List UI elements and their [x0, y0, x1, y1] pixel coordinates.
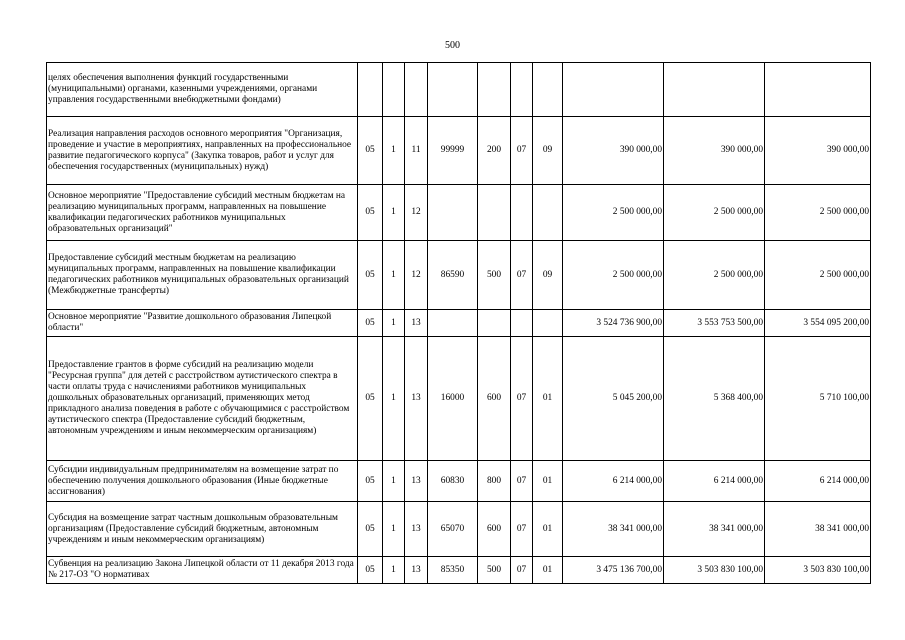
- row-om: [405, 63, 428, 117]
- row-sum-2023: 38 341 000,00: [765, 502, 871, 557]
- row-sum-2021: 2 500 000,00: [563, 185, 664, 241]
- row-sum-2021: 3 475 136 700,00: [563, 557, 664, 584]
- row-pr: 01: [533, 461, 563, 502]
- row-rz: 07: [511, 241, 533, 310]
- table-row: [47, 502, 871, 557]
- row-sum-2022: 5 368 400,00: [664, 337, 765, 461]
- row-sum-2023: 2 500 000,00: [765, 241, 871, 310]
- row-pr: 09: [533, 117, 563, 185]
- row-sum-2021: 6 214 000,00: [563, 461, 664, 502]
- table-row: [47, 310, 871, 337]
- row-name: Субсидии индивидуальным предпринимателям на возмещение затрат по обеспечению получения дошкольного образования (Иные бюджетные ассигнования): [47, 461, 358, 502]
- row-sum-2023: 6 214 000,00: [765, 461, 871, 502]
- row-gp: 05: [358, 461, 383, 502]
- row-pr: [533, 63, 563, 117]
- row-vr: 600: [478, 337, 511, 461]
- row-vr: 500: [478, 557, 511, 584]
- row-name: Субсидия на возмещение затрат частным дошкольным образовательным организациям (Предоставление субсидий бюджетным, автономным учреждениям и иным некоммерческим организациям): [47, 502, 358, 557]
- row-sum-2022: 390 000,00: [664, 117, 765, 185]
- row-pp: 1: [383, 337, 405, 461]
- row-sum-2023: 5 710 100,00: [765, 337, 871, 461]
- row-pp: 1: [383, 241, 405, 310]
- row-code: 60830: [428, 461, 478, 502]
- row-sum-2022: 6 214 000,00: [664, 461, 765, 502]
- row-code: 85350: [428, 557, 478, 584]
- row-code: [428, 310, 478, 337]
- table-row: [47, 241, 871, 310]
- row-pp: 1: [383, 557, 405, 584]
- row-name: Субвенция на реализацию Закона Липецкой области от 11 декабря 2013 года № 217-ОЗ "О нормативах: [47, 557, 358, 584]
- row-sum-2022: 38 341 000,00: [664, 502, 765, 557]
- row-pp: 1: [383, 310, 405, 337]
- row-sum-2023: 2 500 000,00: [765, 185, 871, 241]
- row-name: Предоставление грантов в форме субсидий на реализацию модели "Ресурсная группа" для детей с расстройством аутистического спектра в части оплаты труда с начислениями работников муниципальных дошкольных образовательных организаций, применяющих метод прикладного анализа поведения в работе с обучающимися с расстройством аутистического спектра (Предоставление субсидий бюджетным, автономным учреждениям и иным некоммерческим организациям): [47, 337, 358, 461]
- row-sum-2022: [664, 63, 765, 117]
- row-name: Основное мероприятие "Развитие дошкольного образования Липецкой области": [47, 310, 358, 337]
- row-sum-2022: 3 503 830 100,00: [664, 557, 765, 584]
- row-pr: [533, 185, 563, 241]
- table-row: [47, 461, 871, 502]
- row-vr: [478, 310, 511, 337]
- row-sum-2021: 5 045 200,00: [563, 337, 664, 461]
- row-code: 16000: [428, 337, 478, 461]
- row-name: Основное мероприятие "Предоставление субсидий местным бюджетам на реализацию муниципальных программ, направленных на повышение квалификации педагогических работников муниципальных образовательных организаций": [47, 185, 358, 241]
- row-rz: [511, 185, 533, 241]
- row-pr: 01: [533, 502, 563, 557]
- row-rz: 07: [511, 117, 533, 185]
- row-name: Предоставление субсидий местным бюджетам на реализацию муниципальных программ, направленных на повышение квалификации педагогических работников муниципальных образовательных организаций (Межбюджетные трансферты): [47, 241, 358, 310]
- row-sum-2023: 3 554 095 200,00: [765, 310, 871, 337]
- table-row: [47, 557, 871, 584]
- row-rz: [511, 310, 533, 337]
- row-om: 11: [405, 117, 428, 185]
- page-number: 500: [445, 40, 460, 51]
- table-row: [47, 337, 871, 461]
- row-rz: 07: [511, 557, 533, 584]
- row-vr: 200: [478, 117, 511, 185]
- row-sum-2022: 2 500 000,00: [664, 185, 765, 241]
- row-sum-2021: 390 000,00: [563, 117, 664, 185]
- row-pp: 1: [383, 461, 405, 502]
- row-gp: 05: [358, 241, 383, 310]
- row-vr: [478, 185, 511, 241]
- row-sum-2022: 3 553 753 500,00: [664, 310, 765, 337]
- row-code: [428, 185, 478, 241]
- row-om: 13: [405, 337, 428, 461]
- row-rz: 07: [511, 337, 533, 461]
- row-name: целях обеспечения выполнения функций государственными (муниципальными) органами, казенными учреждениями, органами управления государственными внебюджетными фондами): [47, 63, 358, 117]
- row-code: 99999: [428, 117, 478, 185]
- row-om: 13: [405, 461, 428, 502]
- row-name: Реализация направления расходов основного мероприятия "Организация, проведение и участие в мероприятиях, направленных на профессиональное развитие педагогического корпуса" (Закупка товаров, работ и услуг для обеспечения государственных (муниципальных) нужд): [47, 117, 358, 185]
- row-pp: [383, 63, 405, 117]
- row-sum-2021: [563, 63, 664, 117]
- row-pp: 1: [383, 117, 405, 185]
- row-sum-2023: 390 000,00: [765, 117, 871, 185]
- row-vr: 600: [478, 502, 511, 557]
- row-sum-2021: 2 500 000,00: [563, 241, 664, 310]
- row-gp: 05: [358, 310, 383, 337]
- table-row: [47, 185, 871, 241]
- row-om: 13: [405, 557, 428, 584]
- table-row: [47, 117, 871, 185]
- row-rz: 07: [511, 461, 533, 502]
- row-gp: 05: [358, 557, 383, 584]
- row-sum-2022: 2 500 000,00: [664, 241, 765, 310]
- row-om: 12: [405, 185, 428, 241]
- row-pp: 1: [383, 185, 405, 241]
- row-gp: 05: [358, 502, 383, 557]
- row-vr: 800: [478, 461, 511, 502]
- row-vr: 500: [478, 241, 511, 310]
- row-rz: [511, 63, 533, 117]
- row-gp: 05: [358, 117, 383, 185]
- row-sum-2023: 3 503 830 100,00: [765, 557, 871, 584]
- row-pp: 1: [383, 502, 405, 557]
- row-pr: 09: [533, 241, 563, 310]
- row-vr: [478, 63, 511, 117]
- row-gp: 05: [358, 337, 383, 461]
- row-pr: 01: [533, 337, 563, 461]
- row-code: 65070: [428, 502, 478, 557]
- row-rz: 07: [511, 502, 533, 557]
- row-pr: 01: [533, 557, 563, 584]
- row-om: 12: [405, 241, 428, 310]
- row-sum-2023: [765, 63, 871, 117]
- table-row: [47, 63, 871, 117]
- row-pr: [533, 310, 563, 337]
- row-sum-2021: 38 341 000,00: [563, 502, 664, 557]
- row-code: [428, 63, 478, 117]
- budget-table: [46, 62, 871, 584]
- row-gp: 05: [358, 185, 383, 241]
- row-gp: [358, 63, 383, 117]
- row-sum-2021: 3 524 736 900,00: [563, 310, 664, 337]
- row-code: 86590: [428, 241, 478, 310]
- row-om: 13: [405, 310, 428, 337]
- row-om: 13: [405, 502, 428, 557]
